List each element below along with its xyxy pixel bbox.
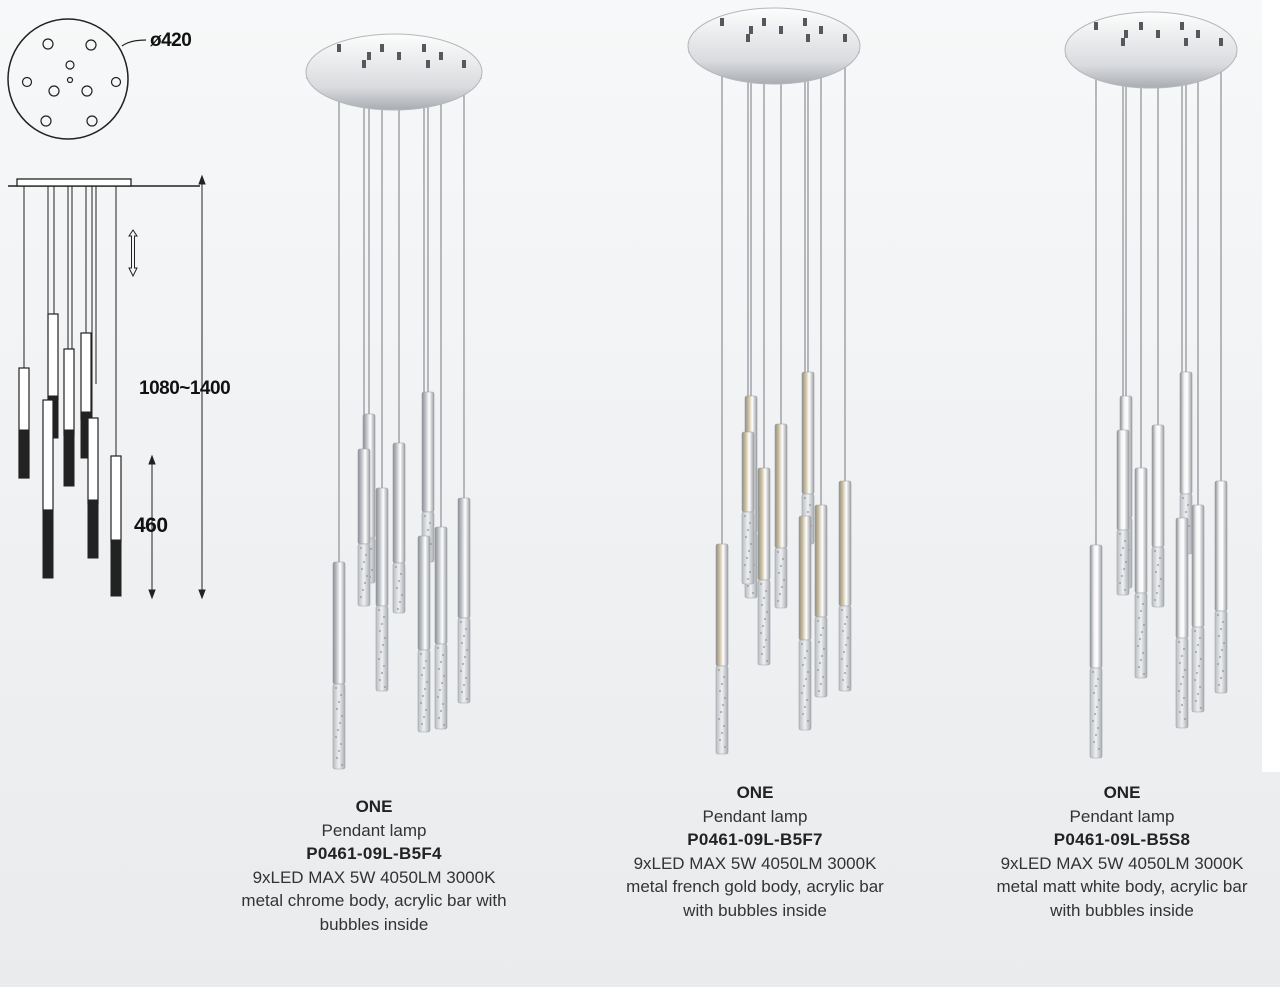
product-desc-line2: with bubbles inside <box>1050 900 1194 920</box>
product-type: Pendant lamp <box>321 820 427 840</box>
product-caption-gold <box>578 781 932 922</box>
pendant-bar <box>1152 425 1164 607</box>
pendant-bar <box>1117 430 1129 595</box>
product-code: P0461-09L-B5S8 <box>1053 830 1191 849</box>
product-desc-line1: metal chrome body, acrylic bar with <box>241 891 507 910</box>
product-name: ONE <box>736 783 774 802</box>
product-name: ONE <box>1103 783 1141 802</box>
product-type: Pendant lamp <box>702 806 808 826</box>
product-spec: 9xLED MAX 5W 4050LM 3000K <box>633 853 877 873</box>
product-desc-line1: metal matt white body, acrylic bar <box>996 877 1248 896</box>
product-type: Pendant lamp <box>1069 806 1175 826</box>
pendant-bar <box>1176 518 1188 728</box>
pendant-bar <box>1215 481 1227 693</box>
product-caption-chrome <box>198 795 550 936</box>
product-code: P0461-09L-B5F7 <box>687 830 823 849</box>
bar-length-label: 460 <box>134 514 168 537</box>
pendant-bar <box>1135 468 1147 678</box>
product-code: P0461-09L-B5F4 <box>306 844 442 863</box>
canopy <box>1065 12 1237 88</box>
product-desc-line2: bubbles inside <box>319 914 429 934</box>
pendant-bar <box>1090 545 1102 758</box>
product-spec: 9xLED MAX 5W 4050LM 3000K <box>252 867 496 887</box>
height-range-label: 1080~1400 <box>139 378 231 399</box>
product-name: ONE <box>355 797 393 816</box>
pendant-bar <box>1192 505 1204 712</box>
product-caption-white <box>966 781 1278 922</box>
product-desc-line2: with bubbles inside <box>683 900 827 920</box>
product-spec: 9xLED MAX 5W 4050LM 3000K <box>1000 853 1244 873</box>
product-desc-line1: metal french gold body, acrylic bar <box>626 877 884 896</box>
diameter-label: ø420 <box>150 30 192 51</box>
